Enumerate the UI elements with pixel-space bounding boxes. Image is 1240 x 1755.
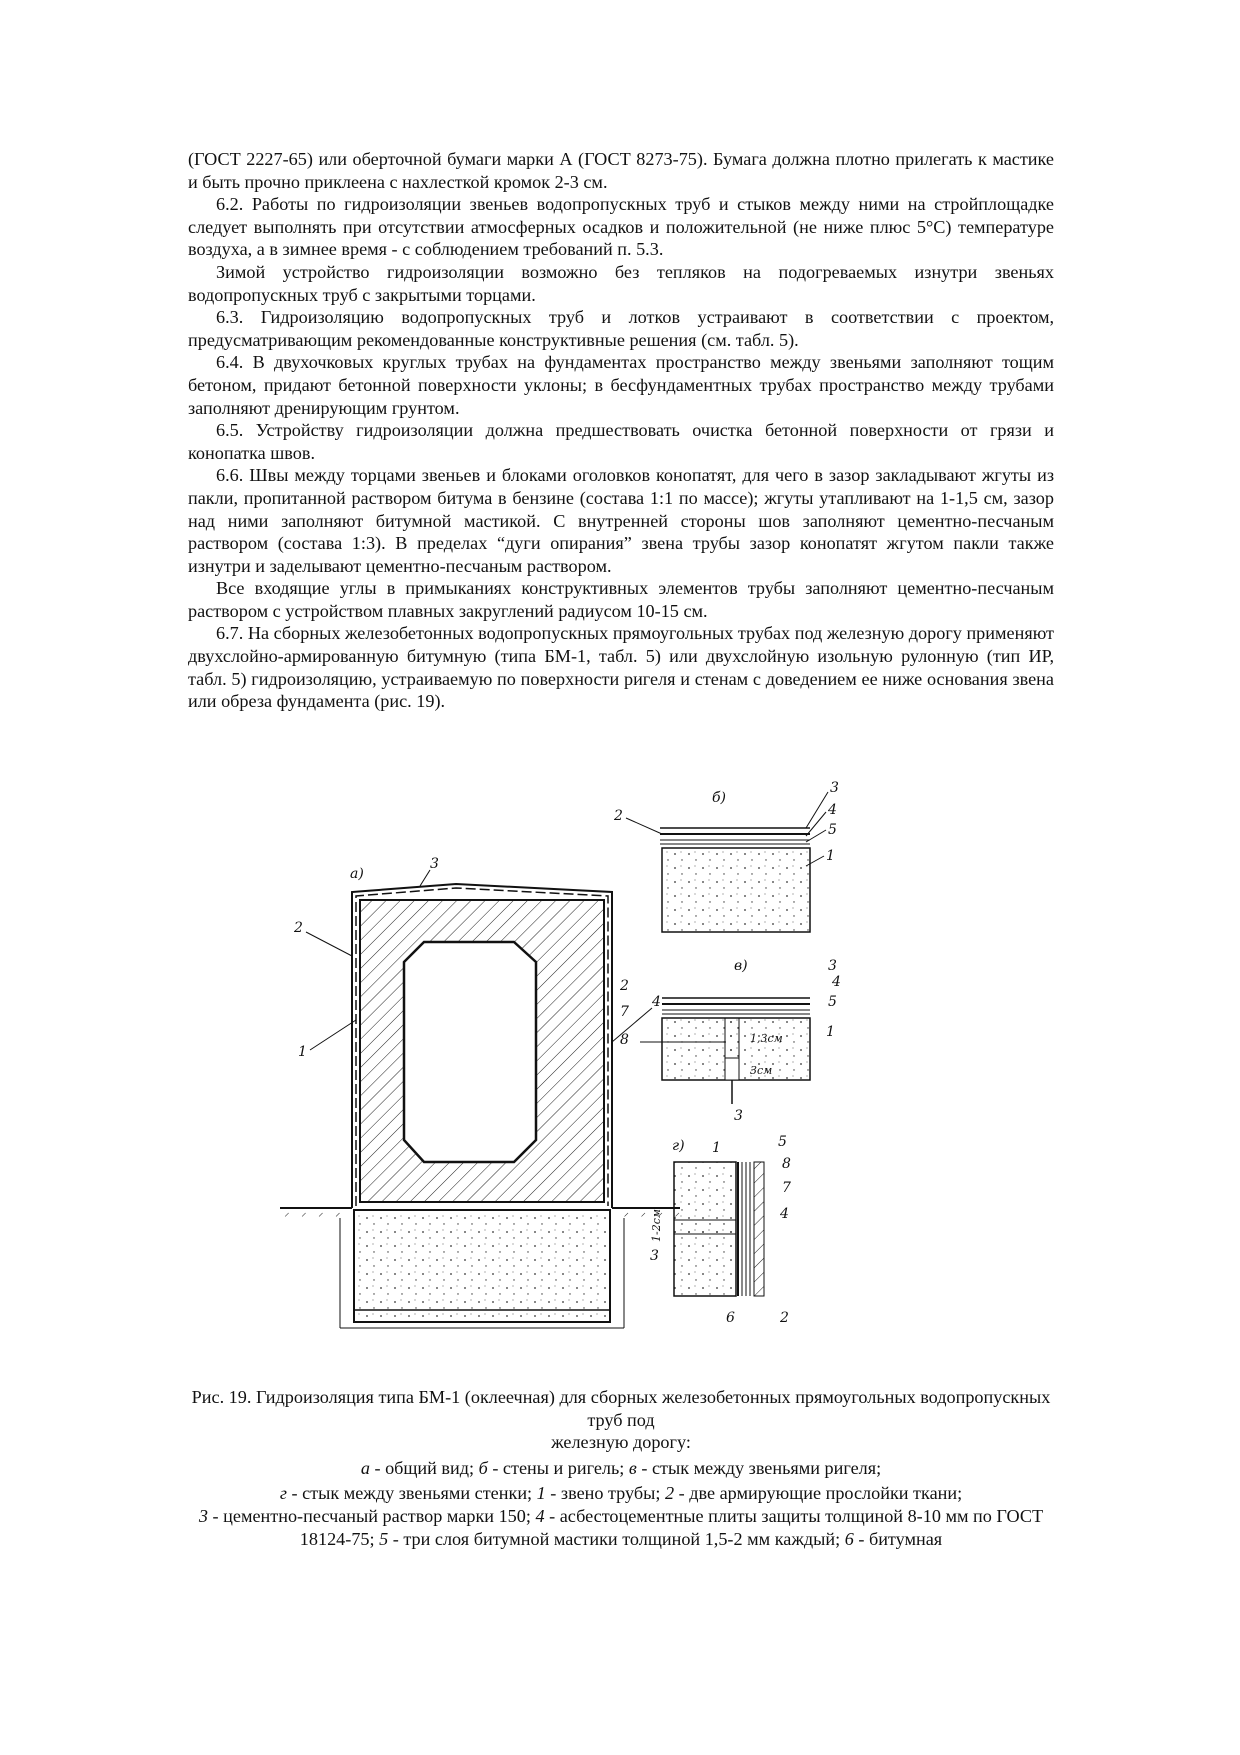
panel-b-wall-girder [613, 780, 839, 932]
legend-text: - стык между звеньями стенки; [286, 1483, 537, 1504]
v-label-2: 2 [620, 978, 629, 994]
paragraph: 6.6. Швы между торцами звеньев и блоками оголовков конопатят, для чего в зазор закладывают жгуты из пакли, пропитанной раствором битума в бензине (состава 1:1 по массе); жгуты утапливают на 1-1,5 см, зазор над ними заполняют битумной мастикой. С внутренней стороны шов заполняют цементно-песчаным раствором (состава 1:3). В пределах “дуги опирания” звена трубы зазор конопатят жгутом пакли также изнутри и заделывают цементно-песчаным раствором. [188, 465, 1054, 576]
legend-key: 4 [535, 1505, 545, 1526]
a-label-2: 2 [294, 920, 303, 936]
body-text [188, 148, 1054, 713]
g-label-1: 1 [712, 1140, 721, 1156]
legend-key: г [279, 1483, 287, 1504]
caption-legend-line [188, 1482, 1054, 1505]
v-label-3: 3 [828, 958, 837, 974]
b-label-2: 2 [614, 808, 623, 824]
legend-key: 2 [664, 1483, 675, 1504]
paragraph: 6.3. Гидроизоляцию водопропускных труб и лотков устраивают в соответствии с проектом, предусматривающим рекомендованные конструктивные решения (см. табл. 5). [188, 307, 1054, 350]
legend-text: - две армирующие прослойки ткани; [674, 1483, 963, 1504]
figure-caption [188, 1386, 1054, 1550]
v-label-3b: 3 [734, 1108, 743, 1124]
a-label-1: 1 [298, 1044, 307, 1060]
panel-a-general-view [280, 856, 680, 1328]
g-label-7: 7 [782, 1180, 791, 1196]
figure-19-drawing [280, 780, 1000, 1370]
paragraph: 6.2. Работы по гидроизоляции звеньев водопропускных труб и стыков между ними на стройплощадке следует выполнять при отсутствии атмосферных осадков и положительной (не ниже плюс 5°С) температуре воздуха, а в зимнее время - с соблюдением требований п. 5.3. [188, 194, 1054, 260]
paragraph: Все входящие углы в примыканиях конструктивных элементов трубы заполняют цементно-песчаным раствором с устройством плавных закруглений радиусом 10-15 см. [188, 578, 1054, 621]
g-label-2: 2 [780, 1310, 789, 1326]
paragraph: 6.5. Устройству гидроизоляции должна предшествовать очистка бетонной поверхности от грязи и конопатка швов. [188, 420, 1054, 463]
v-label-5: 5 [828, 994, 837, 1010]
legend-text: - цементно-песчаный раствор марки 150; [208, 1505, 536, 1526]
legend-text: - общий вид; [369, 1457, 479, 1478]
b-label-5: 5 [828, 822, 837, 838]
paragraph: (ГОСТ 2227-65) или оберточной бумаги марки А (ГОСТ 8273-75). Бумага должна плотно прилегать к мастике и быть прочно приклеена с нахлесткой кромок 2-3 см. [188, 149, 1054, 192]
caption-legend-line [188, 1505, 1054, 1550]
legend-key: в [628, 1457, 637, 1478]
caption-legend-line [188, 1457, 1054, 1480]
g-label-5: 5 [778, 1134, 787, 1150]
panel-g-label: г) [672, 1138, 685, 1154]
legend-key: 3 [198, 1505, 208, 1526]
a-label-4: 4 [652, 994, 661, 1010]
panel-a-label: а) [350, 866, 364, 882]
v-label-1: 1 [826, 1024, 835, 1040]
g-label-4: 4 [780, 1206, 789, 1222]
panel-v-girder-joint [619, 958, 841, 1124]
panel-v-label: в) [734, 958, 748, 974]
a-label-3: 3 [430, 856, 439, 872]
legend-key: а [360, 1457, 370, 1478]
legend-key: б [478, 1457, 488, 1478]
legend-text: - стены и ригель; [487, 1457, 629, 1478]
dim-13cm: 1,3см [750, 1032, 783, 1045]
legend-key: 5 [379, 1528, 389, 1549]
legend-key: 6 [844, 1528, 854, 1549]
caption-title-2: железную дорогу: [551, 1432, 691, 1453]
paragraph: 6.4. В двухочковых круглых трубах на фундаментах пространство между звеньями заполняют тощим бетоном, придают бетонной поверхности уклоны; в бесфундаментных трубах пространство между трубами заполняют дренирующим грунтом. [188, 352, 1054, 418]
legend-text: - битумная [853, 1528, 943, 1549]
v-label-8: 8 [620, 1032, 629, 1048]
paragraph: Зимой устройство гидроизоляции возможно без тепляков на подогреваемых изнутри звеньях водопропускных труб с закрытыми торцами. [188, 261, 1054, 305]
v-label-7: 7 [620, 1004, 629, 1020]
b-label-3: 3 [830, 780, 839, 796]
g-label-3: 3 [650, 1248, 659, 1264]
g-label-6: 6 [726, 1310, 735, 1326]
dim-3cm: 3см [750, 1064, 773, 1077]
panel-b-label: б) [712, 790, 727, 806]
legend-key: 1 [536, 1483, 546, 1504]
paragraph: 6.7. На сборных железобетонных водопропускных прямоугольных трубах под железную дорогу применяют двухслойно-армированную битумную (типа БМ-1, табл. 5) или двухслойную изольную рулонную (тип ИР, табл. 5) гидроизоляцию, устраиваемую по поверхности ригеля и стенам с доведением ее ниже основания звена или обреза фундамента (рис. 19). [188, 623, 1054, 712]
b-label-1: 1 [826, 848, 835, 864]
legend-text: - звено трубы; [545, 1483, 665, 1504]
caption-title: Рис. 19. Гидроизоляция типа БМ-1 (оклеечная) для сборных железобетонных прямоугольных водопропускных труб под [191, 1387, 1051, 1430]
b-label-4: 4 [828, 802, 837, 818]
v-label-4: 4 [832, 974, 841, 990]
legend-text: - стык между звеньями ригеля; [636, 1457, 882, 1478]
legend-text: - три слоя битумной мастики толщиной 1,5-2 мм каждый; [388, 1528, 845, 1549]
panel-g-wall-joint [650, 1134, 791, 1326]
legend-text: - асбестоцементные плиты защиты толщиной 8-10 мм по ГОСТ 18124-75; [299, 1505, 1044, 1549]
g-label-8: 8 [782, 1156, 791, 1172]
dim-1-2cm: 1-2см [650, 1209, 663, 1242]
